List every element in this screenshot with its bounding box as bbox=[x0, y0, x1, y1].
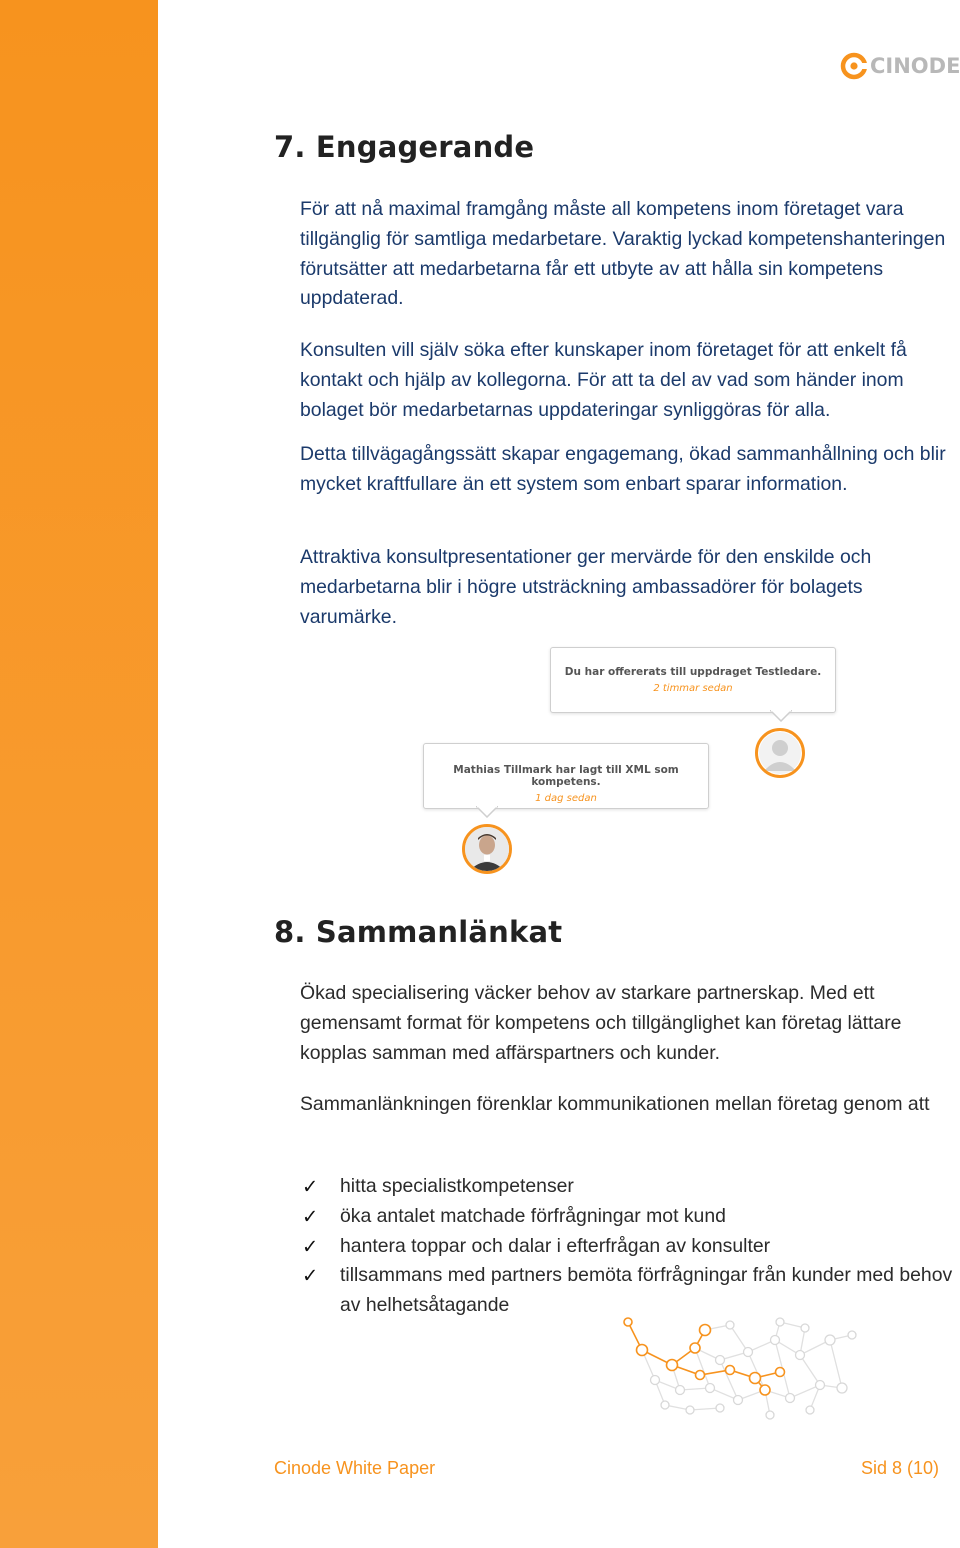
section-8-paragraph-1: Ökad specialisering väcker behov av starkare partnerskap. Med ett gemensamt format för kompetens och tillgänglighet kan företag lättare kopplas samman med affärspartners och kunder. bbox=[300, 982, 902, 1064]
section-8-heading: 8. Sammanlänkat bbox=[274, 915, 563, 949]
notification-1-text: Du har offererats till uppdraget Testledare. bbox=[564, 666, 822, 678]
checklist-item: ✓ hantera toppar och dalar i efterfrågan av konsulter bbox=[300, 1232, 960, 1262]
checkmark-icon: ✓ bbox=[302, 1234, 319, 1258]
notification-1-time: 2 timmar sedan bbox=[653, 683, 733, 694]
notification-card-1 bbox=[550, 647, 836, 713]
checklist-item: ✓ hitta specialistkompetenser bbox=[300, 1172, 960, 1202]
checkmark-icon: ✓ bbox=[302, 1204, 319, 1228]
checklist-item: ✓ tillsammans med partners bemöta förfrågningar från kunder med behov av helhetsåtagande bbox=[300, 1261, 960, 1321]
cinode-logo bbox=[840, 52, 960, 80]
section-7-paragraph-2: Konsulten vill själv söka efter kunskaper inom företaget för att enkelt få kontakt och hjälp av kollegorna. För att ta del av vad som händer inom bolaget bör medarbetarnas uppdateringar synliggöras för alla. bbox=[300, 339, 907, 421]
placeholder-avatar bbox=[755, 728, 805, 778]
checkmark-icon: ✓ bbox=[302, 1175, 319, 1198]
user-photo-avatar bbox=[462, 824, 512, 874]
section-7-paragraph-3: Detta tillvägagångssätt skapar engagemang, ökad sammanhållning och blir mycket kraftfullare än ett system som enbart sparar information. bbox=[300, 443, 946, 495]
benefit-checklist bbox=[300, 1172, 960, 1321]
notification-2-text: Mathias Tillmark har lagt till XML som kompetens. bbox=[453, 764, 679, 788]
notification-2-time: 1 dag sedan bbox=[535, 793, 597, 804]
checkmark-icon: ✓ bbox=[302, 1264, 319, 1288]
person-photo-icon bbox=[465, 827, 509, 871]
footer-page-number: Sid 8 (10) bbox=[860, 1458, 939, 1478]
user-silhouette-icon bbox=[758, 731, 802, 775]
notification-1-pointer bbox=[770, 710, 792, 722]
section-7-paragraph-4: Attraktiva konsultpresentationer ger mervärde för den enskilde och medarbetarna blir i högre utsträckning ambassadörer för bolagets varumärke. bbox=[300, 546, 872, 628]
section-8-paragraph-2: Sammanlänkningen förenklar kommunikationen mellan företag genom att bbox=[300, 1093, 930, 1115]
notification-2-pointer bbox=[476, 806, 498, 818]
network-graph-illustration bbox=[620, 1310, 860, 1420]
notification-card-2 bbox=[423, 743, 709, 809]
section-7-paragraph-1: För att nå maximal framgång måste all kompetens inom företaget vara tillgänglig för samtliga medarbetare. Varaktig lyckad kompetenshanteringen förutsätter att medarbetarna får ett utbyte av att hålla sin kompetens uppdaterad. bbox=[300, 198, 946, 310]
logo-text: CINODE bbox=[870, 54, 960, 78]
footer-document-title: Cinode White Paper bbox=[274, 1458, 436, 1478]
section-7-heading: 7. Engagerande bbox=[274, 130, 535, 164]
orange-sidebar bbox=[0, 0, 158, 1548]
checklist-item: ✓ öka antalet matchade förfrågningar mot kund bbox=[300, 1202, 960, 1232]
cinode-logo-icon bbox=[840, 52, 868, 80]
